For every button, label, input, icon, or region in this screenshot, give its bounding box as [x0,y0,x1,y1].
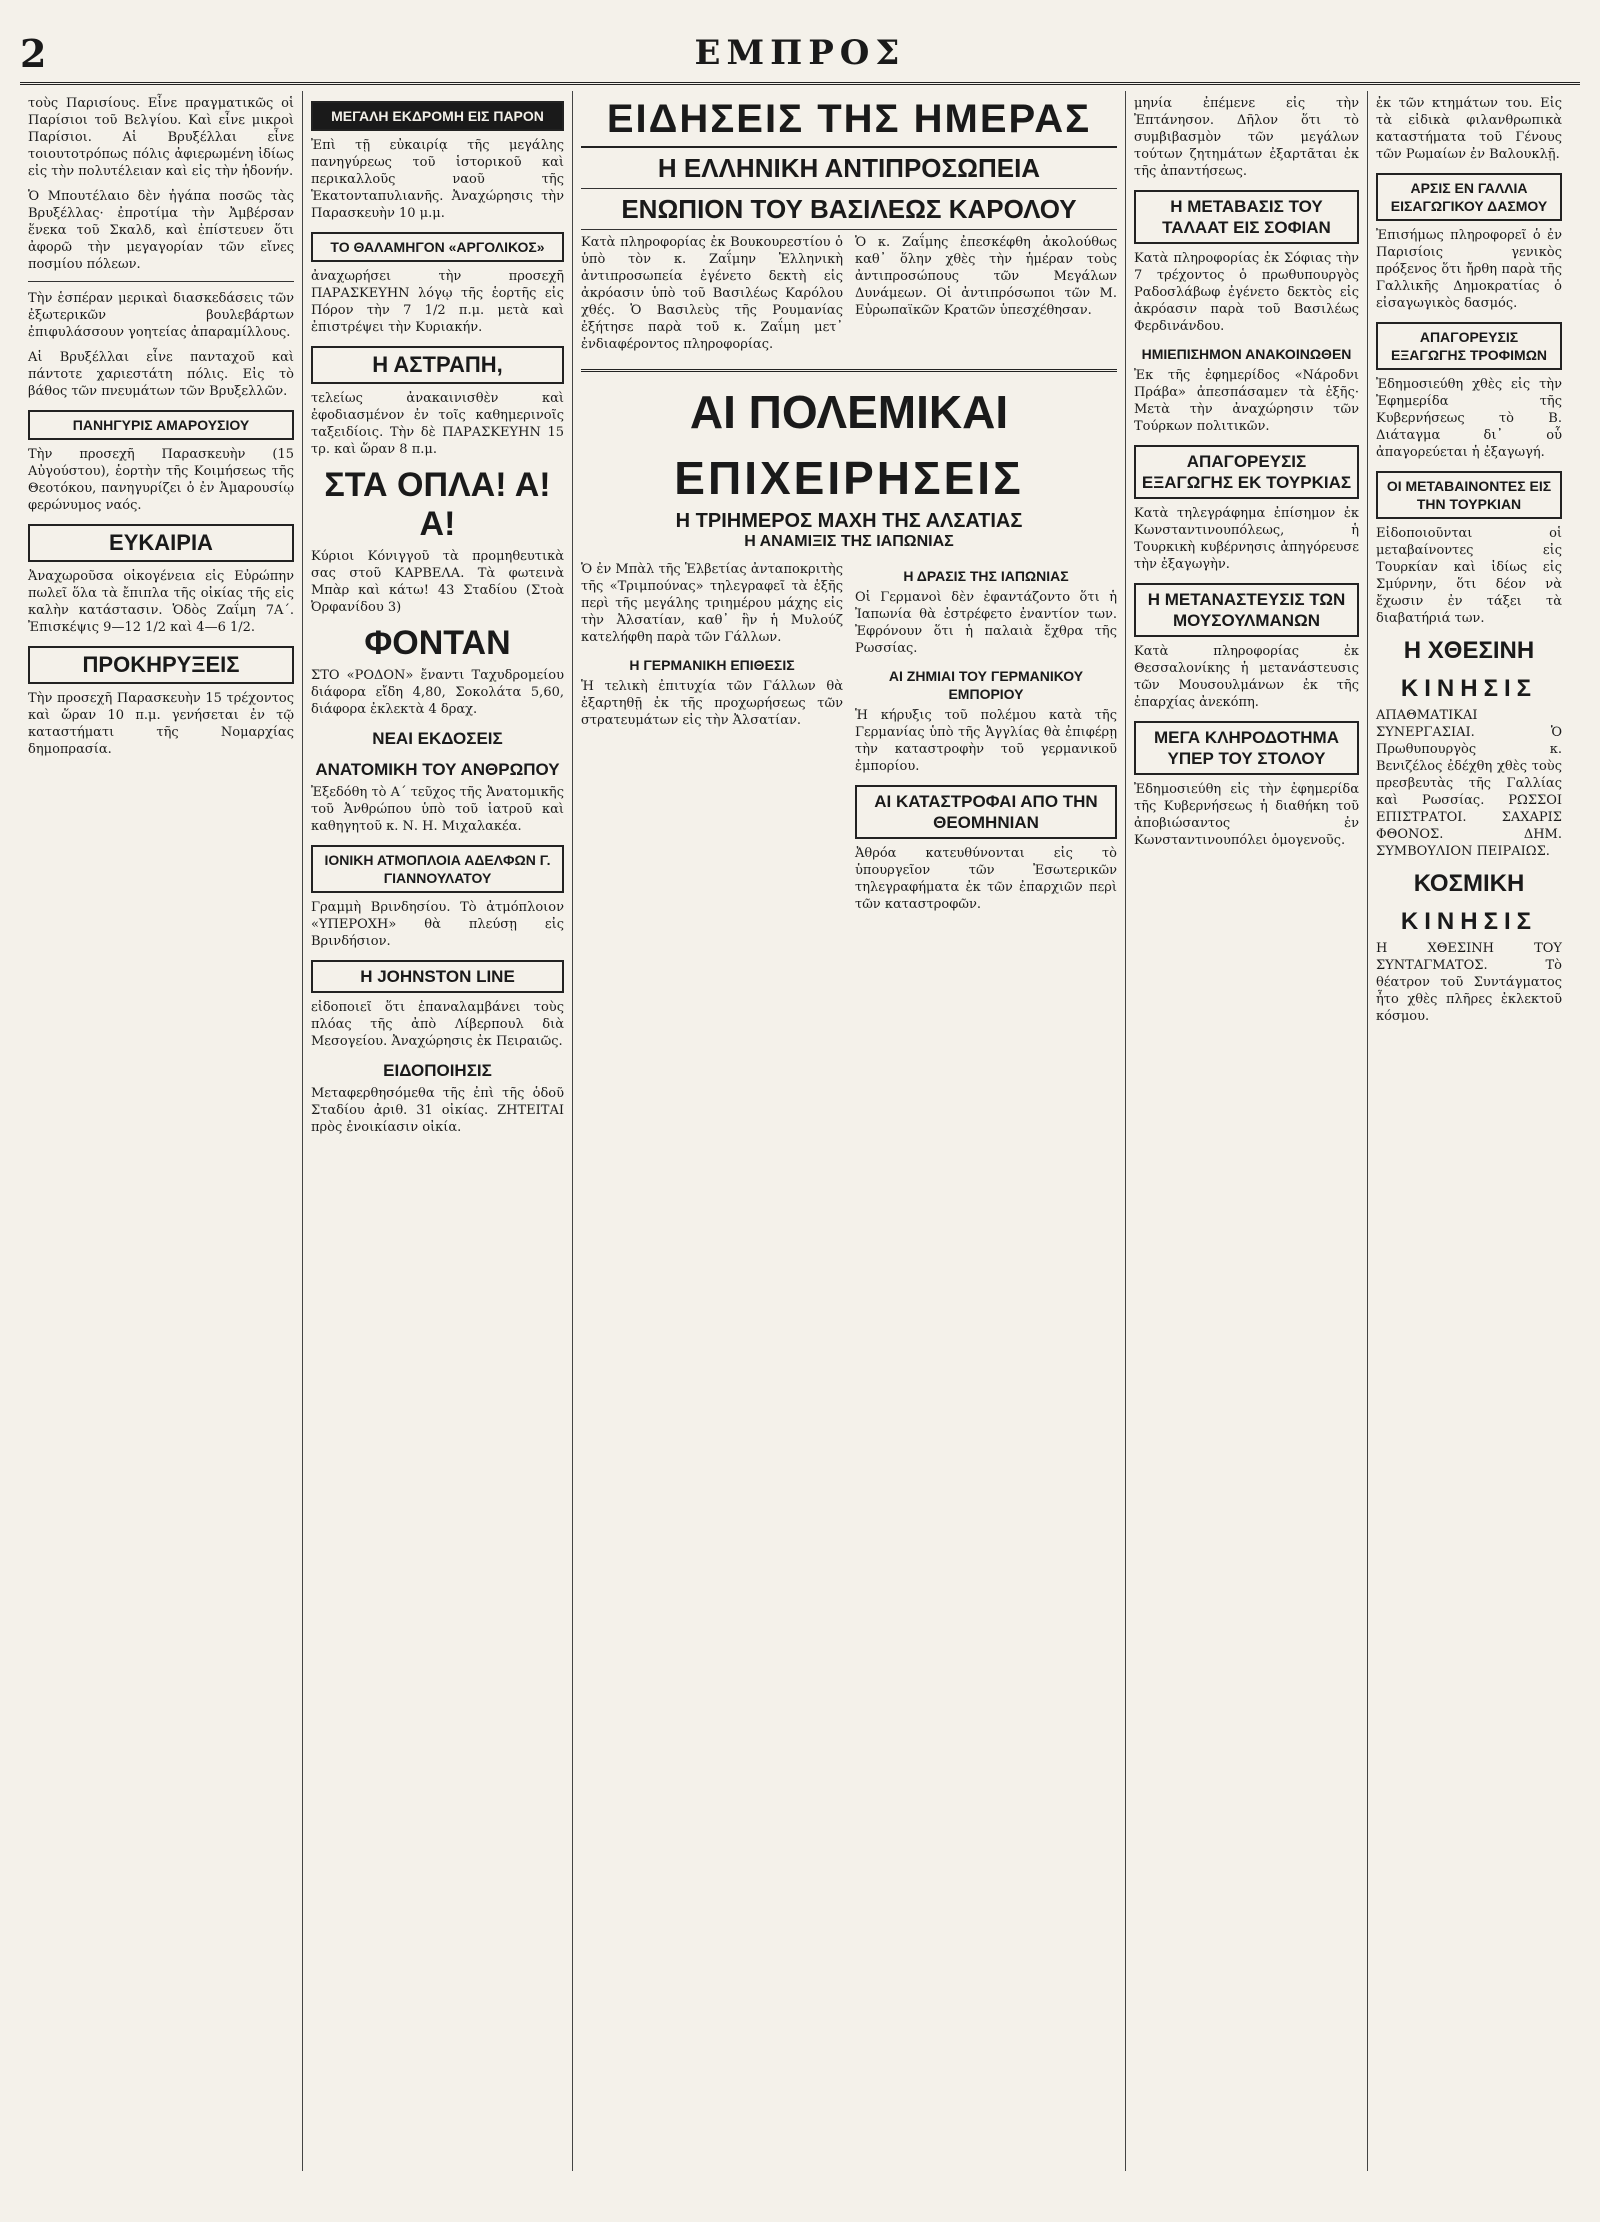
heading-klirodotima: ΜΕΓΑ ΚΛΗΡΟΔΟΤΗΜΑ ΥΠΕΡ ΤΟΥ ΣΤΟΛΟΥ [1134,721,1359,775]
article-text: Ὁ ἐν Μπὰλ τῆς Ἑλβετίας ἀνταποκριτὴς τῆς «Τριμπούνας» τηλεγραφεῖ τὰ ἑξῆς περὶ τῆς μεγάλης τριημέρου μάχης εἰς τὴν Ἀλσατίαν, καθ᾽ ἣν ἡ Μυλούζ κατελήφθη παρὰ τῶν Γάλλων. [581,562,843,645]
article-text: Εἰδοποιοῦνται οἱ μεταβαίνοντες εἰς Τουρκίαν καὶ ἰδίως εἰς Σμύρνην, ὅτι δέον νὰ ἔχωσιν ἐν τάξει τὰ διαβατήριά των. [1376,526,1562,626]
heading-kiniseis-2: ΚΙΝΗΣΙΣ [1400,908,1538,935]
masthead [20,24,1580,85]
war-right-column [855,557,1117,921]
heading-anakoinothen: ΗΜΙΕΠΙΣΗΜΟΝ ΑΝΑΚΟΙΝΩΘΕΝ [1141,346,1352,362]
page-columns [20,91,1580,2171]
article-text: Ἐπισήμως πληροφορεῖ ὁ ἐν Παρισίοις γενικὸς πρόξενος ὅτι ἤρθη παρὰ τῆς Γαλλικῆς Δημοκρατίας ὁ εἰσαγωγικὸς δασμός. [1376,228,1562,311]
ad-text: Μεταφερθησόμεθα τῆς ἐπὶ τῆς ὁδοῦ Σταδίου ἀριθ. 31 οἰκίας. ΖΗΤΕΙΤΑΙ πρὸς ἐνοικίασιν οἰκία. [311,1086,564,1135]
article-text: Τὴν προσεχῆ Παρασκευὴν 15 τρέχοντος καὶ ὥραν 10 π.μ. γενήσεται ἐν τῷ καταστήματι τῆς Νομαρχίας δημοπρασία. [28,691,294,757]
column-5 [1126,91,1368,2171]
heading-xthesini: Η ΧΘΕΣΙΝΗ [1403,637,1535,664]
ad-text: Γραμμὴ Βρινδησίου. Τὸ ἀτμόπλοιον «ΥΠΕΡΟΧΗ» θὰ πλεύσῃ εἰς Βρινδήσιον. [311,900,564,949]
heading-apagoreusis-eksagogis: ΑΠΑΓΟΡΕΥΣΙΣ ΕΞΑΓΩΓΗΣ ΕΚ ΤΟΥΡΚΙΑΣ [1134,445,1359,499]
heading-arsis-dasmou: ΑΡΣΙΣ ΕΝ ΓΑΛΛΙΑ ΕΙΣΑΓΩΓΙΚΟΥ ΔΑΣΜΟΥ [1376,173,1562,221]
heading-metanastefsis: Η ΜΕΤΑΝΑΣΤΕΥΣΙΣ ΤΩΝ ΜΟΥΣΟΥΛΜΑΝΩΝ [1134,583,1359,637]
article-text: Κατὰ πληροφορίας ἐκ Σόφιας τὴν 7 τρέχοντος ὁ πρωθυπουργὸς Ραδοσλάβωφ ἐγένετο δεκτὸς εἰς ἀκρόασιν παρὰ τοῦ Βασιλέως Φερδινάνδου. [1134,251,1359,334]
article-text: Κατὰ τηλεγράφημα ἐπίσημον ἐκ Κωνσταντινουπόλεως, ἡ Τουρκικὴ κυβέρνησις ἀπηγόρευσε τὴν ἐξαγωγὴν. [1134,506,1359,572]
article-text: Αἱ Βρυξέλλαι εἶνε πανταχοῦ καὶ πάντοτε χαριεστάτη πόλις. Εἰς τὸ βάθος τῶν πνευμάτων τῶν Βρυξελλῶν. [28,350,294,399]
headline-polemikai: ΑΙ ΠΟΛΕΜΙΚΑΙ [689,386,1009,438]
column-2 [303,91,573,2171]
ad-text: Ἐξεδόθη τὸ Α΄ τεῦχος τῆς Ἀνατομικῆς τοῦ Ἀνθρώπου ὑπὸ τοῦ ἰατροῦ καὶ καθηγητοῦ κ. Ν. Η. Μιχαλακέα. [311,785,564,834]
heading-ekdromi: ΜΕΓΑΛΗ ΕΚΔΡΟΜΗ ΕΙΣ ΠΑΡΟΝ [311,101,564,131]
column-1 [20,91,303,2171]
article-text: Ὁ Μπουτέλαιο δὲν ἠγάπα ποσῶς τὰς Βρυξέλλας· ἐπροτίμα τὴν Ἀμβέρσαν ἕνεκα τοῦ Σκαλδ, καὶ ἐπίστευεν ὅτι ἀφορῶ τὴν μεγαγορίαν τῶν εἴνες ποσμίου πόλεων. [28,189,294,272]
subheading-antiprosopeia: Η ΕΛΛΗΝΙΚΗ ΑΝΤΙΠΡΟΣΩΠΕΙΑ [581,148,1117,189]
article-text: τοὺς Παρισίους. Εἶνε πραγματικῶς οἱ Παρίσιοι τοῦ Βελγίου. Καὶ εἶνε μικροὶ Παρίσιοι. Αἱ Βρυξέλλαι εἶνε τοιουτοτρόπως πόλις ἀφιερωμένη ἰδίως εἰς τὴν πολυτέλειαν καὶ εἰς τὴν ἡδονήν. [28,96,294,179]
heading-eukairia: ΕΥΚΑΙΡΙΑ [28,524,294,562]
heading-astrapi: Η ΑΣΤΡΑΠΗ, [311,346,564,384]
article-text: Κατὰ πληροφορίας ἐκ Βουκουρεστίου ὁ ὑπὸ τὸν κ. Ζαΐμην Ἑλληνικὴ ἀντιπροσωπεία ἐγένετο δεκτὴ εἰς ἀκρόασιν ὑπὸ τοῦ Βασιλέως Καρόλου χθές. Ὁ Βασιλεὺς τῆς Ρουμανίας ἐξήτησε παρὰ τοῦ κ. Ζαΐμη μετ᾽ ἐνδιαφέροντος πληροφορίας. [581,235,843,352]
newspaper-page [20,24,1580,2174]
heading-katastrofai: ΑΙ ΚΑΤΑΣΤΡΟΦΑΙ ΑΠΟ ΤΗΝ ΘΕΟΜΗΝΙΑΝ [855,785,1117,839]
subheading-iaponia: Η ΑΝΑΜΙΞΙΣ ΤΗΣ ΙΑΠΩΝΙΑΣ [744,533,954,550]
newspaper-title: ΕΜΠΡΟΣ [694,33,906,73]
headline-epixeiriseis: ΕΠΙΧΕΙΡΗΣΕΙΣ [674,452,1024,504]
heading-epithesis: Η ΓΕΡΜΑΝΙΚΗ ΕΠΙΘΕΣΙΣ [629,657,795,673]
article-text: Τὴν ἑσπέραν μερικαὶ διασκεδάσεις τῶν ἐξωτερικῶν βουλεβάρτων ἐπιφυλάσσουν γοητείας ἀπαραμίλλους. [28,291,294,340]
article-text: Ἡ τελικὴ ἐπιτυχία τῶν Γάλλων θὰ ἐξαρτηθῇ ἐκ τῆς προχωρήσεως τῶν στρατευμάτων εἰς τὴν Ἀλσατίαν. [581,679,843,728]
heading-sta-opla: ΣΤΑ ΟΠΛΑ! Α! Α! [324,466,551,543]
ad-text: Κύριοι Κόνιγγοῦ τὰ προμηθευτικὰ σας στοῦ ΚΑΡΒΕΛΑ. Τὰ φωτεινὰ Μπὰρ καὶ κάτω! 43 Σταδίου (Στοὰ Ὀρφανίδου 3) [311,549,564,615]
heading-thalamigos: ΤΟ ΘΑΛΑΜΗΓΟΝ «ΑΡΓΟΛΙΚΟΣ» [311,232,564,262]
ad-text: εἰδοποιεῖ ὅτι ἐπαναλαμβάνει τοὺς πλόας τῆς ἀπὸ Λίβερπουλ διὰ Μεσογείου. Ἀναχώρησις ἐκ Πειραιῶς. [311,1000,564,1049]
ad-text: Ἐπὶ τῇ εὐκαιρίᾳ τῆς μεγάλης πανηγύρεως τοῦ ἱστορικοῦ καὶ περικαλλοῦς ναοῦ τῆς Ἑκατονταπυλιανῆς. Ἀναχώρησις τὴν Παρασκευὴν 10 μ.μ. [311,138,564,221]
article-text: Ἐκ τῆς ἐφημερίδος «Νάροδνι Πράβα» ἀπεσπάσαμεν τὰ ἑξῆς· Μετὰ τὴν ἀναχώρησιν τῶν Τούρκων πολιτικῶν. [1134,368,1359,434]
divider [28,281,294,282]
article-text: Ἡ κήρυξις τοῦ πολέμου κατὰ τῆς Γερμανίας ὑπὸ τῆς Ἀγγλίας θὰ ἐπιφέρῃ τὴν καταστροφὴν τοῦ γερμανικοῦ ἐμπορίου. [855,708,1117,774]
heading-fontan: ΦΟΝΤΑΝ [364,624,511,662]
ad-text: τελείως ἀνακαινισθὲν καὶ ἐφοδιασμένον ἐν τοῖς καθημερινοῖς ταξειδίοις. Τὴν δὲ ΠΑΡΑΣΚΕΥΗΝ 15 τρ. καὶ ὥραν 8 π.μ. [311,391,564,457]
heading-eidopoiisis: ΕΙΔΟΠΟΙΗΣΙΣ [383,1061,492,1080]
ad-text: ἀναχωρήσει τὴν προσεχῆ ΠΑΡΑΣΚΕΥΗΝ λόγῳ τῆς ἑορτῆς εἰς Πόρον τὴν 7 1/2 π.μ. μετὰ καὶ ἐπιστρέψει τὴν Κυριακήν. [311,269,564,335]
article-text: Ὁ κ. Ζαΐμης ἐπεσκέφθη ἀκολούθως καθ᾽ ὅλην χθὲς τὴν ἡμέραν τοὺς ἀντιπροσώπους τῶν Μεγάλων Δυνάμεων. Οἱ ἀντιπρόσωποι τῶν Μ. Εὐρωπαϊκῶν Κρατῶν ὑπεσχέθησαν. [855,235,1117,318]
column-6 [1368,91,1570,2171]
ad-text: ΣΤΟ «ΡΟΔΟΝ» ἔναντι Ταχυδρομείου διάφορα εἴδη 4,80, Σοκολάτα 5,60, διάφορα ἐκλεκτὰ 4 δραχ. [311,668,564,717]
column-lead-news [573,91,1126,2171]
article-text: Η ΧΘΕΣΙΝΗ ΤΟΥ ΣΥΝΤΑΓΜΑΤΟΣ. Τὸ θέατρον τοῦ Συντάγματος ἦτο χθὲς πλῆρες ἐκλεκτοῦ κόσμου. [1376,941,1562,1024]
heading-kosmiki: ΚΟΣΜΙΚΗ [1413,870,1525,897]
article-text: Οἱ Γερμανοὶ δὲν ἐφαντάζοντο ὅτι ἡ Ἰαπωνία θὰ ἐστρέφετο ἐναντίον των. Ἐφρόνουν ὅτι ἡ παλαιὰ ἔχθρα τῆς Ρωσσίας. [855,590,1117,656]
heading-panigyris: ΠΑΝΗΓΥΡΙΣ ΑΜΑΡΟΥΣΙΟΥ [28,410,294,440]
article-text: Ἀναχωροῦσα οἰκογένεια εἰς Εὐρώπην πωλεῖ ὅλα τὰ ἔπιπλα τῆς οἰκίας τῆς εἰς καλὴν κατάστασιν. Ὁδὸς Ζαΐμη 7Α΄. Ἐπισκέψις 9—12 1/2 καὶ 4—6 1/2. [28,569,294,635]
article-text: ἐκ τῶν κτημάτων του. Εἰς τὰ εἰδικὰ φιλανθρωπικὰ καταστήματα τοῦ Γένους τῶν Ρωμαίων ἐν Βαλουκλῇ. [1376,96,1562,162]
heading-anatomiki: ΑΝΑΤΟΜΙΚΗ ΤΟΥ ΑΝΘΡΩΠΟΥ [315,760,560,779]
lead-subcolumns [581,230,1117,361]
heading-drasis-iaponias: Η ΔΡΑΣΙΣ ΤΗΣ ΙΑΠΩΝΙΑΣ [903,568,1069,584]
subheading-alsatia: Η ΤΡΙΗΜΕΡΟΣ ΜΑΧΗ ΤΗΣ ΑΛΣΑΤΙΑΣ [675,510,1023,532]
article-text: Τὴν προσεχῆ Παρασκευὴν (15 Αὐγούστου), ἑορτὴν τῆς Κοιμήσεως τῆς Θεοτόκου, πανηγυρίζει ὁ ἐν Ἀμαρουσίῳ φερώνυμος ναός. [28,447,294,513]
heading-johnston-line: Η JOHNSTON LINE [311,960,564,993]
heading-metavainontes: ΟΙ ΜΕΤΑΒΑΙΝΟΝΤΕΣ ΕΙΣ ΤΗΝ ΤΟΥΡΚΙΑΝ [1376,471,1562,519]
page-number: 2 [20,30,47,76]
heading-neai-ekdoseis: ΝΕΑΙ ΕΚΔΟΣΕΙΣ [372,729,503,748]
war-left-column [581,557,843,921]
article-text: Ἐδημοσιεύθη εἰς τὴν ἐφημερίδα τῆς Κυβερνήσεως ἡ διαθήκη τοῦ ἀποβιώσαντος ἐν Κωνσταντινουπόλει ὁμογενοῦς. [1134,782,1359,848]
war-subcolumns [581,557,1117,921]
heading-apagoreusis-trofimon: ΑΠΑΓΟΡΕΥΣΙΣ ΕΞΑΓΩΓΗΣ ΤΡΟΦΙΜΩΝ [1376,322,1562,370]
article-text: Ἀθρόα κατευθύνονται εἰς τὸ ὑπουργεῖον τῶν Ἐσωτερικῶν τηλεγραφήματα ἐκ τῶν ἐπαρχιῶν περὶ τῶν καταστροφῶν. [855,846,1117,912]
divider [581,369,1117,372]
heading-kiniseis: ΚΙΝΗΣΙΣ [1400,675,1538,702]
heading-zimiai: ΑΙ ΖΗΜΙΑΙ ΤΟΥ ΓΕΡΜΑΝΙΚΟΥ ΕΜΠΟΡΙΟΥ [888,668,1084,702]
article-text: Ἐδημοσιεύθη χθὲς εἰς τὴν Ἐφημερίδα τῆς Κυβερνήσεως τὸ Β. Διάταγμα δι᾽ οὗ ἀπαγορεύεται ἡ ἐξαγωγή. [1376,377,1562,460]
subheading-vasileos: ΕΝΩΠΙΟΝ ΤΟΥ ΒΑΣΙΛΕΩΣ ΚΑΡΟΛΟΥ [581,189,1117,230]
article-text: μηνία ἐπέμενε εἰς τὴν Ἐπτάνησον. Δῆλον ὅτι τὸ συμβιβασμὸν τῶν μεγάλων τούτων ζητημάτων ἐξαρτᾶται ἐκ τῆς ἀπαντήσεως. [1134,96,1359,179]
banner-eidiseis: ΕΙΔΗΣΕΙΣ ΤΗΣ ΗΜΕΡΑΣ [581,91,1117,148]
heading-ioniki-atmoploia: ΙΟΝΙΚΗ ΑΤΜΟΠΛΟΙΑ ΑΔΕΛΦΩΝ Γ. ΓΙΑΝΝΟΥΛΑΤΟΥ [311,845,564,893]
article-text: Κατὰ πληροφορίας ἐκ Θεσσαλονίκης ἡ μετανάστευσις τῶν Μουσουλμάνων ἐκ τῆς ἐπαρχίας ἀνεκόπη. [1134,644,1359,710]
heading-metavasis: Η ΜΕΤΑΒΑΣΙΣ ΤΟΥ ΤΑΛΑΑΤ ΕΙΣ ΣΟΦΙΑΝ [1134,190,1359,244]
article-text: ΑΠΑΘΜΑΤΙΚΑΙ ΣΥΝΕΡΓΑΣΙΑΙ. Ὁ Πρωθυπουργὸς κ. Βενιζέλος ἐδέχθη χθὲς τοὺς πρεσβευτὰς τῆς Γαλλίας καὶ Ρωσσίας. ΡΩΣΣΟΙ ΕΠΙΣΤΡΑΤΟΙ. ΣΑΧΑΡΙΣ ΦΘΟΝΟΣ. ΔΗΜ. ΣΥΜΒΟΥΛΙΟΝ ΠΕΙΡΑΙΩΣ. [1376,708,1562,859]
heading-prokirykseis: ΠΡΟΚΗΡΥΞΕΙΣ [28,646,294,684]
